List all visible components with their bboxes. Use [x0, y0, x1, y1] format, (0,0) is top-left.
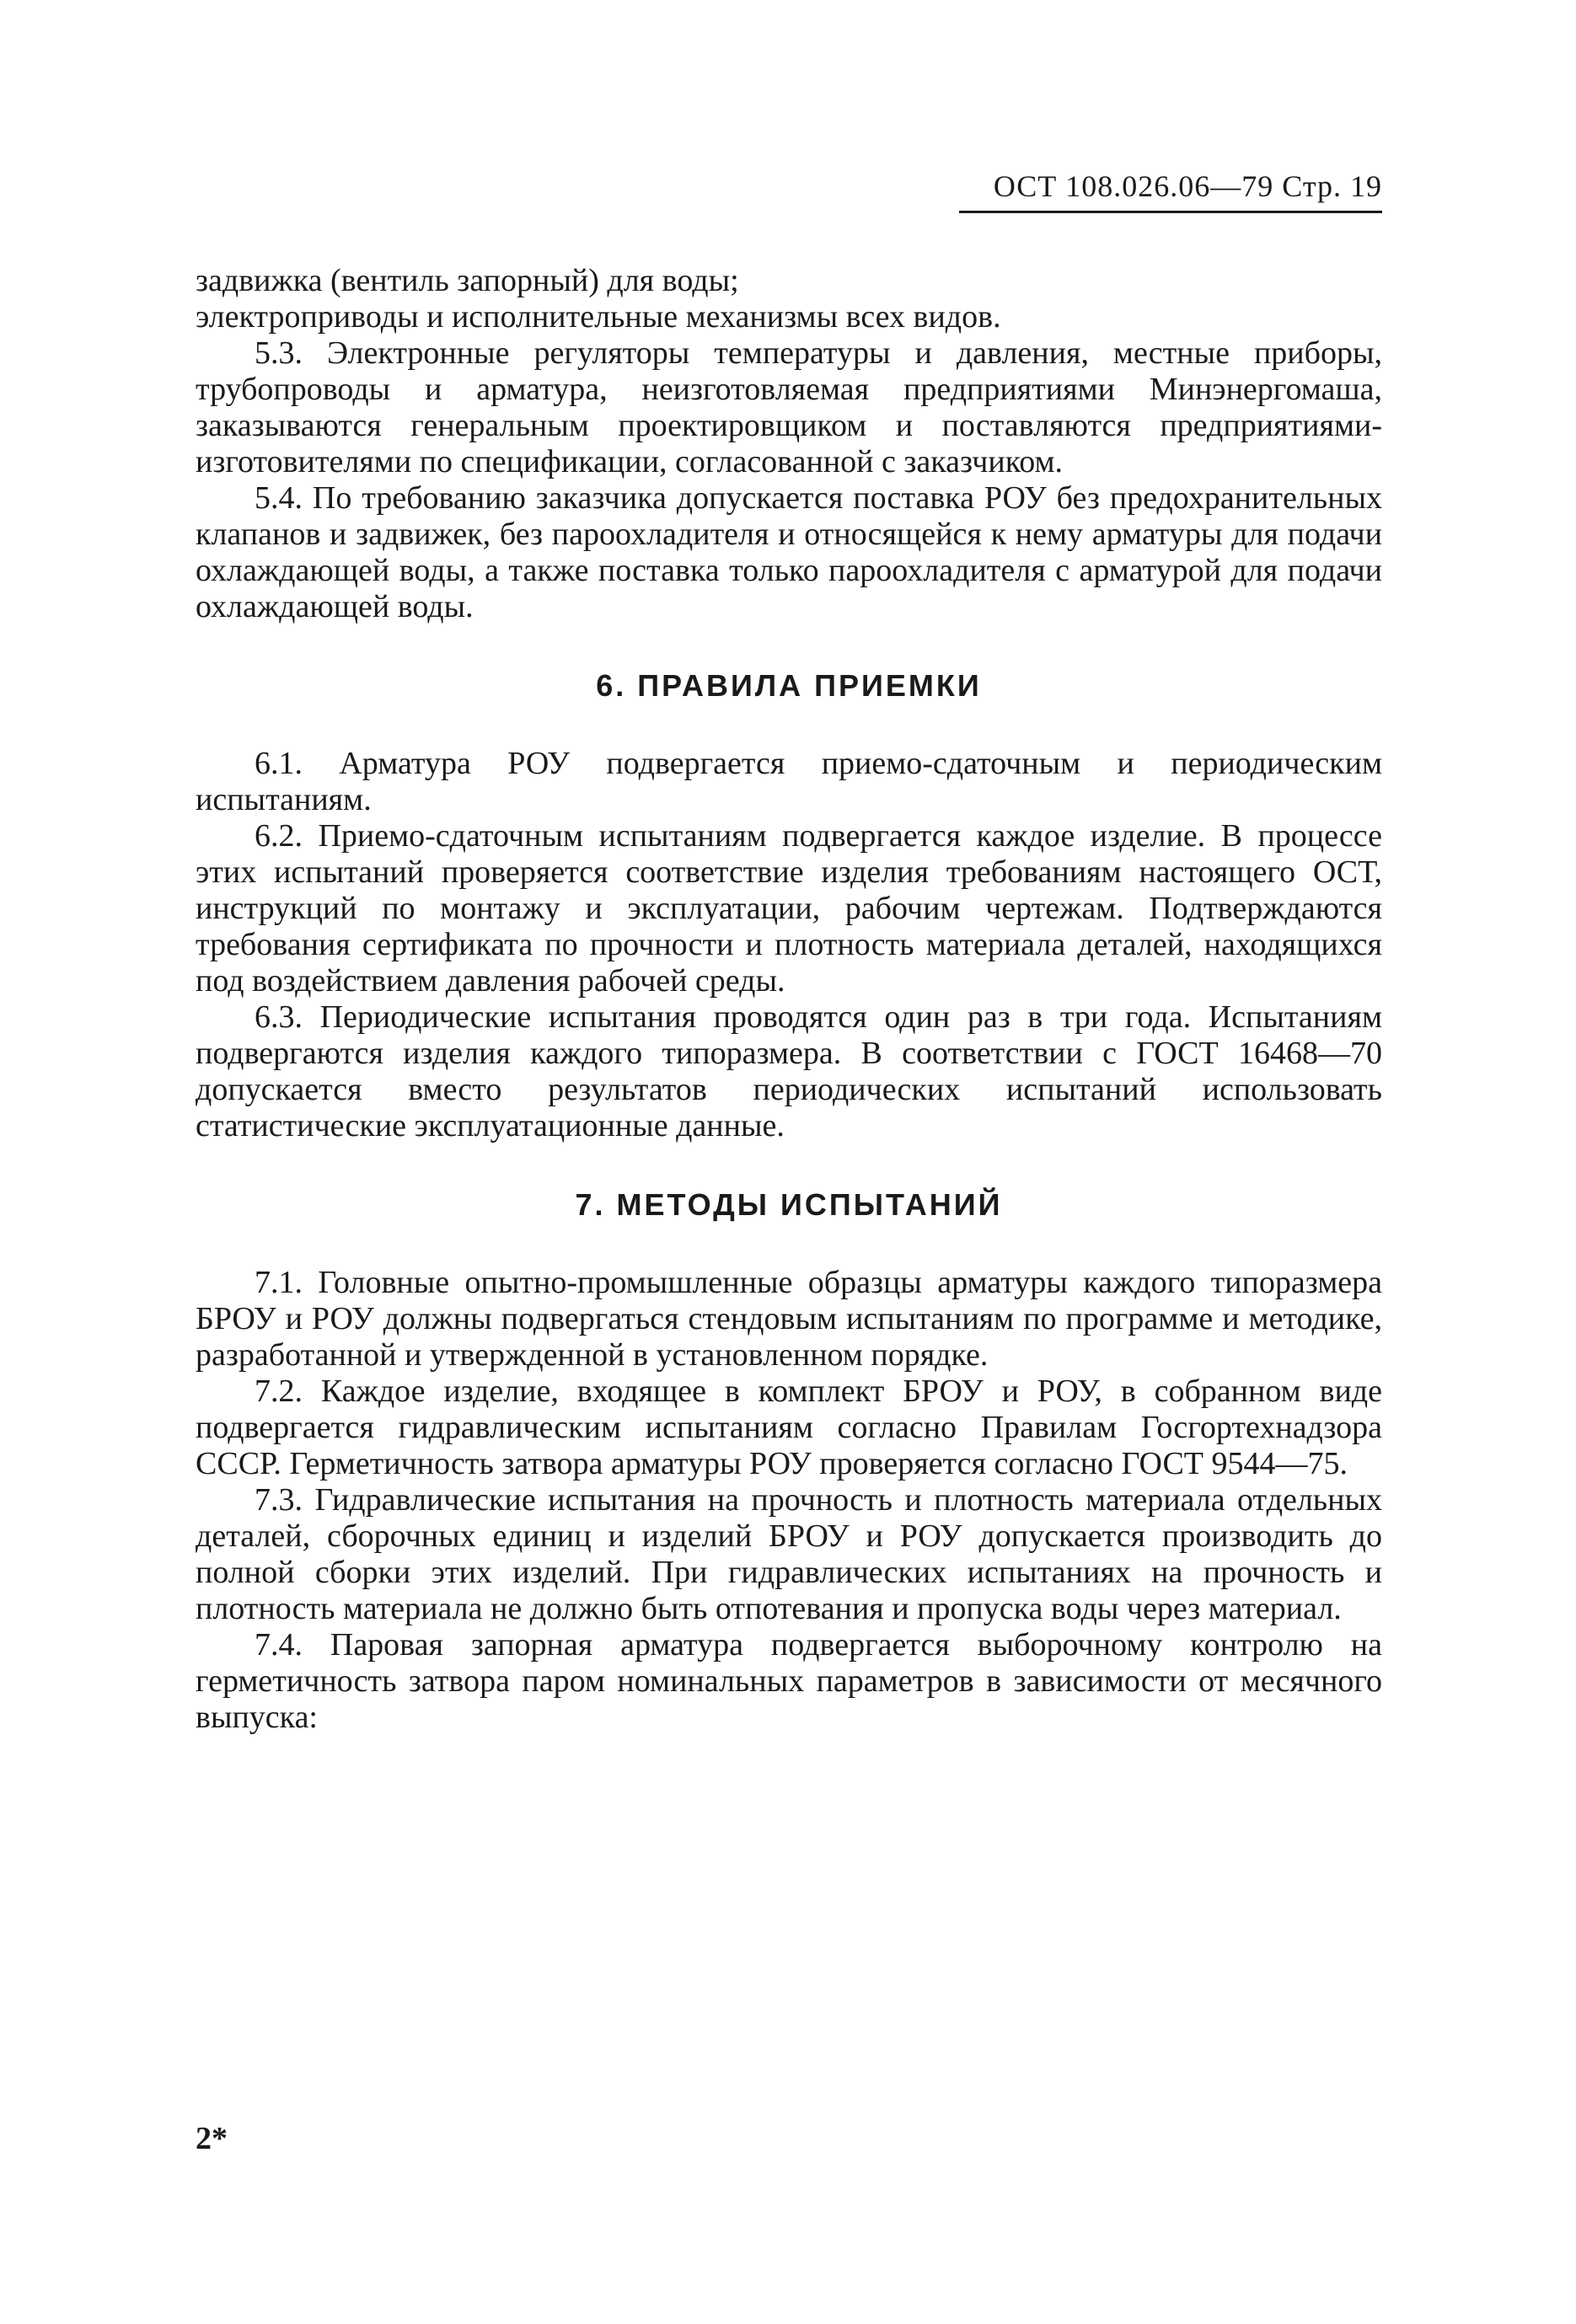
- spacer: [196, 625, 1382, 667]
- document-body: [196, 263, 1382, 1736]
- paragraph-7-1: 7.1. Головные опытно-промышленные образцы арматуры каждого типоразмера БРОУ и РОУ должны подвергаться стендовым испытаниям по программе и методике, разработанной и утвержденной в установленном порядке.: [196, 1265, 1382, 1373]
- paragraph-7-4: 7.4. Паровая запорная арматура подвергается выборочному контролю на герметичность затвора паром номинальных параметров в зависимости от месячного выпуска:: [196, 1627, 1382, 1735]
- section-heading-7: 7. МЕТОДЫ ИСПЫТАНИЙ: [575, 1187, 1003, 1222]
- paragraph-5-3: 5.3. Электронные регуляторы температуры и давления, местные приборы, трубопроводы и арматура, неизготовляемая предприятиями Минэнергомаша, заказываются генеральным проектировщиком и поставляются предприятиями-изготовителями по спецификации, согласованной с заказчиком.: [196, 335, 1382, 479]
- section-heading-6: 6. ПРАВИЛА ПРИЕМКИ: [596, 668, 982, 703]
- spacer: [196, 1223, 1382, 1265]
- spacer: [196, 704, 1382, 746]
- spacer: [196, 1144, 1382, 1186]
- paragraph-continuation-2: электроприводы и исполнительные механизмы всех видов.: [196, 299, 1001, 335]
- paragraph-continuation-1: задвижка (вентиль запорный) для воды;: [196, 263, 739, 298]
- paragraph-6-2: 6.2. Приемо-сдаточным испытаниям подвергается каждое изделие. В процессе этих испытаний проверяется соответствие изделия требованиям настоящего ОСТ, инструкций по монтажу и эксплуатации, рабочим чертежам. Подтверждаются требования сертификата по прочности и плотность материала деталей, находящихся под воздействием давления рабочей среды.: [196, 818, 1382, 999]
- signature-mark: 2*: [196, 2121, 228, 2156]
- paragraph-5-4: 5.4. По требованию заказчика допускается поставка РОУ без предохранительных клапанов и задвижек, без пароохладителя и относящейся к нему арматуры для подачи охлаждающей воды, а также поставка только пароохладителя с арматурой для подачи охлаждающей воды.: [196, 480, 1382, 624]
- header-rule: [959, 211, 1382, 213]
- paragraph-7-3: 7.3. Гидравлические испытания на прочность и плотность материала отдельных деталей, сборочных единиц и изделий БРОУ и РОУ допускается производить до полной сборки этих изделий. При гидравлических испытаниях на прочность и плотность материала не должно быть отпотевания и пропуска воды через материал.: [196, 1482, 1382, 1626]
- paragraph-7-2: 7.2. Каждое изделие, входящее в комплект БРОУ и РОУ, в собранном виде подвергается гидравлическим испытаниям согласно Правилам Госгортехнадзора СССР. Герметичность затвора арматуры РОУ проверяется согласно ГОСТ 9544—75.: [196, 1374, 1382, 1481]
- paragraph-6-3: 6.3. Периодические испытания проводятся один раз в три года. Испытаниям подвергаются изделия каждого типоразмера. В соответствии с ГОСТ 16468—70 допускается вместо результатов периодических испытаний использовать статистические эксплуатационные данные.: [196, 999, 1382, 1143]
- paragraph-6-1: 6.1. Арматура РОУ подвергается приемо-сдаточным и периодическим испытаниям.: [196, 746, 1382, 817]
- page-header: ОСТ 108.026.06—79 Стр. 19: [993, 169, 1382, 203]
